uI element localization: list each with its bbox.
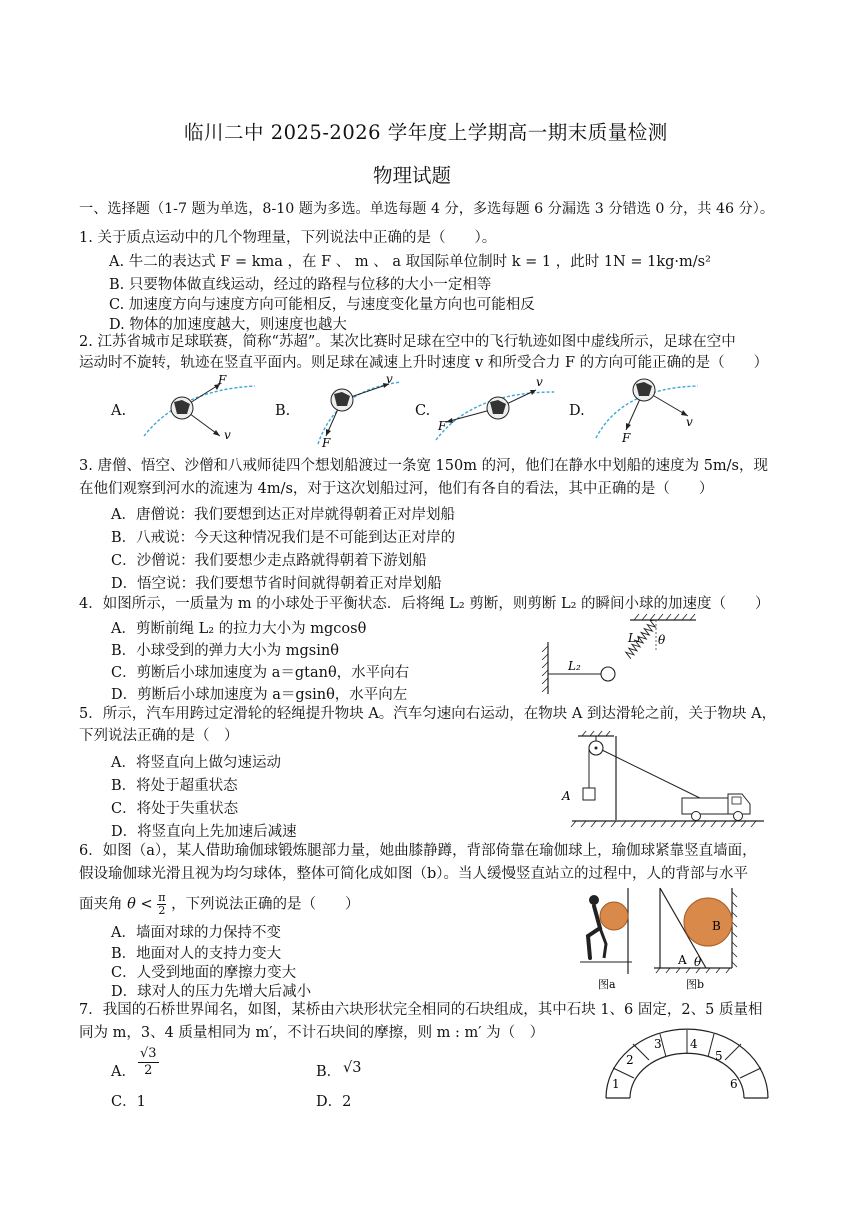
q7-option-b-value: √3 xyxy=(343,1060,362,1076)
q6-option-b: B．地面对人的支持力变大 xyxy=(111,946,282,962)
page-title: 临川二中 2025-2026 学年度上学期高一期末质量检测 xyxy=(184,121,668,144)
q7-stem-line2: 同为 m，3、4 质量相同为 m′，不计石块间的摩擦，则 m : m′ 为（ ） xyxy=(79,1025,545,1041)
q5-option-d: D．将竖直向上先加速后减速 xyxy=(111,824,297,840)
q7-option-d: D．2 xyxy=(316,1094,352,1110)
q5-option-c: C．将处于失重状态 xyxy=(111,801,239,817)
q2-figure-d xyxy=(592,372,702,448)
q2-figure-b xyxy=(296,372,406,448)
q6-stem3-prefix: 面夹角 xyxy=(79,896,123,913)
q3-option-d: D．悟空说：我们要想节省时间就得朝着正对岸划船 xyxy=(111,576,442,592)
q1-option-b: B. 只要物体做直线运动，经过的路程与位移的大小一定相等 xyxy=(109,277,492,293)
q7-arch-figure xyxy=(602,1026,772,1102)
section-heading: 一、选择题（1-7 题为单选，8-10 题为多选。单选每题 4 分，多选每题 6 分漏选 3 分错选 0 分，共 46 分）。 xyxy=(79,201,775,217)
q7-block-3: 3 xyxy=(654,1037,662,1051)
q6-stem-line1: 6．如图（a），某人借助瑜伽球锻炼腿部力量，她曲膝静蹲，背部倚靠在瑜伽球上，瑜伽球紧靠竖直墙面， xyxy=(79,843,757,859)
svg-text:v: v xyxy=(536,375,543,389)
q1-option-d: D. 物体的加速度越大，则速度也越大 xyxy=(109,317,347,333)
q1-option-a: A. 牛二的表达式 F = kma ，在 F 、 m 、 a 取国际单位制时 k = 1 ，此时 1N = 1kg·m/s² xyxy=(109,254,711,270)
q7-option-c: C．1 xyxy=(111,1094,146,1110)
svg-text:F: F xyxy=(438,419,447,433)
q3-option-a: A．唐僧说：我们要想到达正对岸就得朝着正对岸划船 xyxy=(111,507,455,523)
q7-block-6: 6 xyxy=(730,1077,738,1091)
q3-option-b: B．八戒说：今天这种情况我们是不可能到达正对岸的 xyxy=(111,530,456,546)
q7-stem-line1: 7．我国的石桥世界闻名，如图，某桥由六块形状完全相同的石块组成，其中石块 1、6 固定，2、5 质量相 xyxy=(79,1002,763,1018)
q4-option-b: B．小球受到的弹力大小为 mgsinθ xyxy=(111,643,339,659)
q5-option-b: B．将处于超重状态 xyxy=(111,778,238,794)
q6-point-label: A xyxy=(678,953,687,967)
svg-text:v: v xyxy=(386,372,393,386)
q6-figure-a xyxy=(580,884,636,994)
q7-block-5: 5 xyxy=(715,1049,723,1063)
q7-block-2: 2 xyxy=(626,1053,634,1067)
q2-option-a-label: A. xyxy=(111,403,127,419)
q4-theta-label: θ xyxy=(658,633,666,647)
q2a-v-label: v xyxy=(224,428,231,442)
q6-stem3-suffix: ，下列说法正确的是（ ） xyxy=(171,896,360,913)
q6-theta-label: θ xyxy=(694,955,702,969)
q7-a-numerator: √3 xyxy=(140,1046,157,1061)
q7-a-denominator: 2 xyxy=(144,1063,153,1078)
svg-text:F: F xyxy=(322,436,331,448)
q1-option-c: C. 加速度方向与速度方向可能相反，与速度变化量方向也可能相反 xyxy=(109,297,535,313)
q1-stem: 1. 关于质点运动中的几个物理量，下列说法中正确的是（ ）。 xyxy=(79,230,497,246)
q5-block-label: A xyxy=(562,789,571,803)
q6-fig-b-caption: 图b xyxy=(686,978,705,991)
svg-text:v: v xyxy=(686,415,693,429)
q5-figure xyxy=(558,730,768,830)
q4-l1-label: L₁ xyxy=(628,631,641,645)
q2a-f-label: F xyxy=(218,373,227,387)
q7-block-4: 4 xyxy=(690,1037,698,1051)
q4-option-a: A．剪断前绳 L₂ 的拉力大小为 mgcosθ xyxy=(111,621,367,637)
q3-stem-line1: 3. 唐僧、悟空、沙僧和八戒师徒四个想划船渡过一条宽 150m 的河，他们在静水中划船的速度为 5m/s，现 xyxy=(79,458,768,474)
q7-option-a-value xyxy=(138,1046,159,1079)
q2-stem-line2: 运动时不旋转，轨迹在竖直平面内。则足球在减速上升时速度 v 和所受合力 F 的方向可能正确的是（ ） xyxy=(79,355,769,371)
q6-option-a: A．墙面对球的力保持不变 xyxy=(111,925,281,941)
q2-figure-a xyxy=(140,372,260,444)
q2-option-d-label: D. xyxy=(569,403,585,419)
q7-block-1: 1 xyxy=(612,1077,620,1091)
q4-option-c: C．剪断后小球加速度为 a＝gtanθ，水平向右 xyxy=(111,665,410,681)
q4-option-d: D．剪断后小球加速度为 a＝gsinθ，水平向左 xyxy=(111,687,408,703)
q5-stem-line2: 下列说法正确的是（ ） xyxy=(79,728,239,744)
q3-stem-line2: 在他们观察到河水的流速为 4m/s，对于这次划船过河，他们有各自的看法，其中正确的是（ ） xyxy=(79,481,714,497)
q6-stem-line2: 假设瑜伽球光滑且视为均匀球体，整体可简化成如图（b）。当人缓慢竖直站立的过程中，人的背部与水平 xyxy=(79,866,749,882)
q4-figure xyxy=(538,612,698,698)
q7-option-a-label: A． xyxy=(111,1064,136,1080)
q7-option-b-label: B． xyxy=(316,1064,342,1080)
q6-stem-line3 xyxy=(79,892,360,917)
q5-option-a: A．将竖直向上做匀速运动 xyxy=(111,755,281,771)
svg-text:F: F xyxy=(622,431,631,445)
page-subtitle: 物理试题 xyxy=(373,164,452,187)
q6-fig-a-caption: 图a xyxy=(598,978,616,991)
q5-stem-line1: 5．所示，汽车用跨过定滑轮的轻绳提升物块 A。汽车匀速向右运动，在物块 A 到达滑轮之前，关于物块 A， xyxy=(79,706,777,722)
q3-option-c: C．沙僧说：我们要想少走点路就得朝着下游划船 xyxy=(111,553,427,569)
q6-figure-b xyxy=(648,880,740,994)
q2-figure-c xyxy=(432,372,557,448)
q6-option-d: D．球对人的压力先增大后减小 xyxy=(111,984,312,1000)
q4-l2-label: L₂ xyxy=(568,659,581,673)
q6-option-c: C．人受到地面的摩擦力变大 xyxy=(111,965,297,981)
q2-stem-line1: 2. 江苏省城市足球联赛，简称“苏超”。某次比赛时足球在空中的飞行轨迹如图中虚线所示，足球在空中 xyxy=(79,334,736,350)
q2-option-c-label: C. xyxy=(415,403,431,419)
q4-stem: 4．如图所示，一质量为 m 的小球处于平衡状态．后将绳 L₂ 剪断，则剪断 L₂ 的瞬间小球的加速度（ ） xyxy=(79,596,770,612)
q6-ball-label: B xyxy=(712,919,721,933)
q6-theta-condition: θ < $\frac{\pi}{2}$ xyxy=(127,891,166,917)
q2-option-b-label: B. xyxy=(275,403,291,419)
